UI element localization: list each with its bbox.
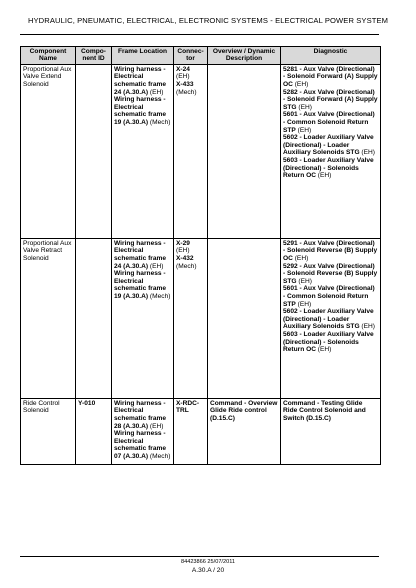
connector-cell [174,64,208,238]
table-row [21,64,381,238]
diagnostic-tag: (EH) [295,126,312,134]
diagnostic-tag: (EH) [359,149,375,157]
frame-link[interactable]: Wiring harness - Electrical schematic frame 24 (A.30.A) [114,65,167,96]
connector-tag: (EH) [176,247,190,255]
frame-link[interactable]: Wiring harness - Electrical schematic frame 19 (A.30.A) [114,270,167,300]
col-header-component-id: Compo-nent ID [76,47,112,65]
diagnostic-tag: (EH) [359,323,375,331]
diagnostic-link[interactable]: Command - Testing Glide Ride Control Solenoid and Switch (D.15.C) [283,399,366,422]
frame-link[interactable]: Wiring harness - Electrical schematic frame 19 (A.30.A) [114,96,167,126]
diagnostic-tag: (EH) [315,172,332,180]
footer-rule [20,556,379,557]
diagnostic-tag: (EH) [292,255,309,262]
connector-id: X-433 [176,81,194,88]
frame-tag: (Mech) [148,452,171,460]
col-header-component-name: Component Name [21,47,76,65]
diagnostic-link[interactable]: 5602 - Loader Auxiliary Valve (Directional) - Loader Auxiliary Solenoids STG [283,308,374,331]
connector-cell [174,238,208,398]
col-header-diagnostic: Diagnostic [281,47,381,65]
connector-tag: (Mech) [176,262,197,270]
connector-id: X-24 [176,65,190,73]
frame-tag: (EH) [148,262,164,270]
diagnostic-tag: (EH) [295,300,312,308]
diagnostic-link[interactable]: 5282 - Aux Valve (Directional) - Solenoid Forward (A) Supply STG [283,88,378,111]
diagnostic-link[interactable]: 5603 - Loader Auxiliary Valve (Directional) - Solenoids Return OC [283,156,374,180]
connector-id: X-432 [176,255,194,262]
frame-link[interactable]: Wiring harness - Electrical schematic frame 24 (A.30.A) [114,239,167,270]
component-id-cell [76,238,112,398]
frame-link[interactable]: Wiring harness - Electrical schematic frame 28 (A.30.A) [114,399,167,430]
diagnostic-link[interactable]: 5601 - Aux Valve (Directional) - Common Solenoid Return STP [283,285,375,308]
page-header: HYDRAULIC, PNEUMATIC, ELECTRICAL, ELECTRONIC SYSTEMS - ELECTRICAL POWER SYSTEM [27,16,389,25]
frame-link[interactable]: Wiring harness - Electrical schematic frame 07 (A.30.A) [114,430,167,460]
connector-id: X-29 [176,239,190,247]
frame-tag: (EH) [148,422,164,430]
component-id-cell: Y-010 [76,398,112,464]
table-header-row [21,47,381,65]
diagnostic-link[interactable]: 5601 - Aux Valve (Directional) - Common Solenoid Return STP [283,111,375,134]
page-number: A.30.A / 20 [191,567,225,574]
overview-cell[interactable]: Command - Overview Glide Ride control (D.15.C) [208,398,281,464]
diagnostic-tag: (EH) [296,277,312,285]
frame-location-cell [112,64,174,238]
header-rule [20,34,379,35]
table-row [21,238,381,398]
component-id-cell [76,64,112,238]
component-name-cell: Proportional Aux Valve Retract Solenoid [21,238,76,398]
connector-id: X-RDC-TRL [176,399,200,415]
diagnostic-cell [281,398,381,464]
diagnostic-tag: (EH) [296,103,312,111]
frame-tag: (Mech) [148,118,171,126]
diagnostic-tag: (EH) [315,346,332,354]
overview-cell [208,64,281,238]
component-name-cell: Ride Control Solenoid [21,398,76,464]
diagnostic-link[interactable]: 5602 - Loader Auxiliary Valve (Directional) - Loader Auxiliary Solenoids STG [283,134,374,157]
document-number: 84423866 25/07/2011 [180,559,236,565]
diagnostic-link[interactable]: 5291 - Aux Valve (Directional) - Solenoid Reverse (B) Supply OC [283,239,378,262]
connector-tag: (EH) [176,73,190,81]
frame-tag: (Mech) [148,292,171,300]
frame-location-cell [112,398,174,464]
diagnostic-cell [281,238,381,398]
connector-tag: (Mech) [176,88,197,96]
table-row [21,398,381,464]
frame-tag: (EH) [148,88,164,96]
overview-cell [208,238,281,398]
frame-location-cell [112,238,174,398]
component-table [20,46,381,465]
diagnostic-link[interactable]: 5281 - Aux Valve (Directional) - Solenoid Forward (A) Supply OC [283,65,378,88]
diagnostic-cell [281,64,381,238]
col-header-frame-location: Frame Location [112,47,174,65]
col-header-overview: Overview / Dynamic Description [208,47,281,65]
col-header-connector: Connec-tor [174,47,208,65]
diagnostic-tag: (EH) [292,81,309,88]
component-name-cell: Proportional Aux Valve Extend Solenoid [21,64,76,238]
diagnostic-link[interactable]: 5603 - Loader Auxiliary Valve (Directional) - Solenoids Return OC [283,330,374,354]
connector-cell [174,398,208,464]
diagnostic-link[interactable]: 5292 - Aux Valve (Directional) - Solenoid Reverse (B) Supply STG [283,262,378,285]
